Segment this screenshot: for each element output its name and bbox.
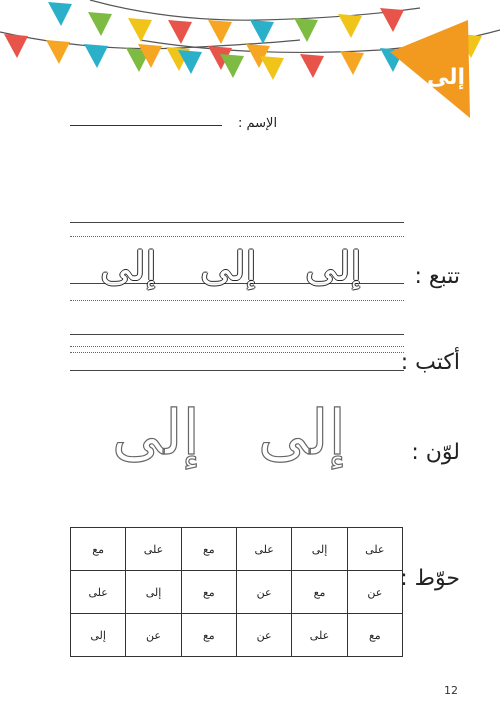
grid-row — [71, 571, 403, 614]
trace-word[interactable]: إلى — [100, 244, 157, 290]
coloring-word[interactable]: إلى — [112, 396, 200, 469]
grid-cell[interactable]: مع — [292, 571, 347, 614]
grid-cell[interactable]: على — [292, 614, 347, 657]
write-line-base[interactable] — [70, 370, 404, 371]
grid-cell[interactable]: إلى — [71, 614, 126, 657]
grid-cell[interactable]: عن — [236, 571, 291, 614]
grid-cell[interactable]: عن — [236, 614, 291, 657]
name-label: الإسم : — [238, 116, 278, 131]
grid-cell[interactable]: مع — [347, 614, 402, 657]
grid-cell[interactable]: إلى — [126, 571, 181, 614]
write-line-top — [70, 334, 404, 335]
page-number: 12 — [444, 684, 458, 697]
grid-cell[interactable]: مع — [181, 528, 236, 571]
name-input-line[interactable] — [70, 125, 222, 126]
grid-cell[interactable]: عن — [126, 614, 181, 657]
grid-cell[interactable]: إلى — [292, 528, 347, 571]
grid-cell[interactable]: على — [71, 571, 126, 614]
badge-word: إلى — [426, 65, 466, 90]
grid-cell[interactable]: على — [236, 528, 291, 571]
word-grid — [70, 527, 403, 657]
grid-cell[interactable]: على — [347, 528, 402, 571]
write-label: أكتب : — [400, 350, 460, 375]
trace-line-mid — [70, 236, 404, 237]
corner-badge — [0, 0, 500, 130]
grid-cell[interactable]: مع — [181, 614, 236, 657]
circle-label: حوّط : — [400, 566, 460, 591]
trace-word[interactable]: إلى — [200, 244, 257, 290]
write-line-mid2 — [70, 352, 404, 353]
write-line-mid — [70, 346, 404, 347]
coloring-word[interactable]: إلى — [258, 396, 346, 469]
grid-cell[interactable]: مع — [181, 571, 236, 614]
trace-word[interactable]: إلى — [305, 244, 362, 290]
color-label: لوّن : — [411, 440, 460, 465]
trace-line-low — [70, 300, 404, 301]
trace-line-top — [70, 222, 404, 223]
grid-cell[interactable]: على — [126, 528, 181, 571]
grid-row — [71, 528, 403, 571]
grid-row — [71, 614, 403, 657]
trace-label: تتبع : — [414, 264, 460, 289]
grid-cell[interactable]: مع — [71, 528, 126, 571]
grid-cell[interactable]: عن — [347, 571, 402, 614]
